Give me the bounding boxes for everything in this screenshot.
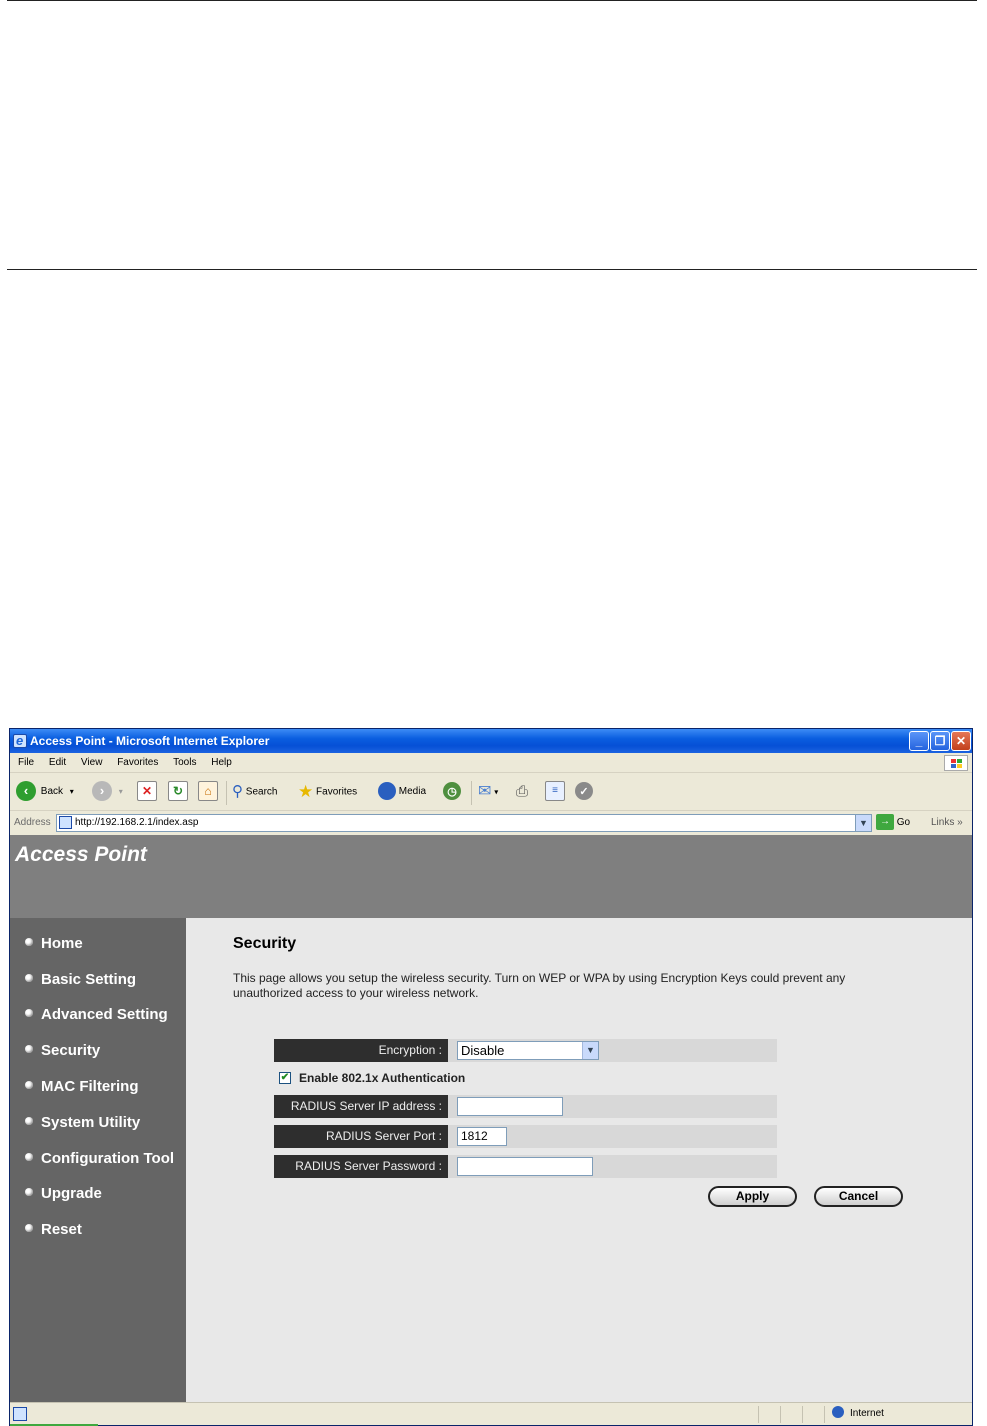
sidebar-item-label: Reset: [41, 1221, 82, 1238]
cancel-button[interactable]: Cancel: [814, 1186, 903, 1207]
maximize-button[interactable]: ❐: [930, 731, 950, 751]
mail-dropdown-icon[interactable]: ▾: [494, 787, 499, 797]
page-top-rule: [7, 0, 977, 1]
radius-ip-row: [274, 1095, 777, 1118]
address-url: http://192.168.2.1/index.asp: [75, 817, 199, 828]
bullet-icon: [25, 1188, 33, 1196]
enable-8021x-checkbox[interactable]: ✔: [280, 1071, 290, 1083]
page-description: This page allows you setup the wireless security. Turn on WEP or WPA by using Encryption Keys could prevent any unauthorized access to your wireless network.: [233, 971, 846, 1000]
bullet-icon: [25, 1081, 33, 1089]
media-button[interactable]: [378, 780, 426, 804]
globe-icon: [832, 1406, 844, 1418]
stop-icon: ✕: [137, 781, 157, 801]
enable-8021x-label: Enable 802.1x Authentication: [299, 1071, 466, 1085]
back-dropdown-icon[interactable]: ▾: [69, 787, 74, 796]
sidebar-item-home[interactable]: [25, 935, 83, 952]
status-bar: [10, 1402, 972, 1425]
apply-button[interactable]: Apply: [708, 1186, 797, 1207]
go-arrow-icon: →: [876, 814, 894, 830]
print-icon: ⎙: [516, 783, 529, 800]
page-title: Security: [233, 935, 297, 952]
favorites-label: Favorites: [316, 786, 358, 798]
page-viewport: [10, 835, 972, 1402]
history-button[interactable]: [443, 780, 461, 804]
main-content: [186, 918, 972, 1402]
security-zone: [832, 1403, 884, 1425]
search-icon: ⚲: [232, 783, 243, 800]
enable-8021x-row: [279, 1071, 465, 1085]
menu-file[interactable]: File: [18, 757, 35, 768]
ie-icon: [13, 734, 27, 748]
encryption-select[interactable]: [457, 1041, 599, 1060]
go-button[interactable]: [876, 814, 910, 832]
address-bar: [10, 812, 972, 834]
sidebar-item-security[interactable]: [25, 1042, 100, 1059]
brand-title: Access Point: [15, 843, 147, 866]
encryption-value: Disable: [461, 1043, 505, 1058]
back-arrow-icon: ‹: [16, 781, 36, 801]
sidebar-item-advanced-setting[interactable]: [25, 1006, 168, 1023]
address-input[interactable]: [56, 814, 872, 832]
print-button[interactable]: [516, 780, 528, 804]
sidebar-item-label: Upgrade: [41, 1185, 102, 1202]
home-icon: ⌂: [198, 781, 218, 801]
sidebar-item-label: MAC Filtering: [41, 1078, 139, 1095]
sidebar-item-reset[interactable]: [25, 1221, 82, 1238]
menu-edit[interactable]: Edit: [48, 757, 67, 768]
forward-arrow-icon: ›: [92, 781, 112, 801]
radius-ip-input[interactable]: [457, 1097, 563, 1116]
toolbar: [10, 774, 972, 811]
status-page-icon: [13, 1407, 27, 1421]
go-label: Go: [896, 817, 911, 828]
mail-icon: ✉: [478, 783, 492, 800]
back-label: Back: [40, 786, 64, 797]
radius-port-label: RADIUS Server Port :: [274, 1125, 448, 1148]
page-header: [10, 835, 972, 918]
menu-help[interactable]: Help: [211, 757, 232, 768]
chevron-down-icon[interactable]: ▼: [582, 1042, 598, 1059]
radius-port-row: [274, 1125, 777, 1148]
radius-port-input[interactable]: 1812: [457, 1127, 507, 1146]
sidebar-item-label: Home: [41, 935, 83, 952]
sidebar-item-label: Advanced Setting: [41, 1006, 168, 1023]
menu-tools[interactable]: Tools: [173, 757, 197, 768]
address-dropdown-icon[interactable]: ▼: [855, 815, 871, 831]
bullet-icon: [25, 1045, 33, 1053]
history-icon: ◷: [443, 782, 461, 800]
toolbar-separator: [471, 781, 472, 805]
favorites-button[interactable]: [298, 780, 357, 804]
page-divider-rule: [7, 269, 977, 270]
sidebar-item-configuration-tool[interactable]: [25, 1150, 174, 1167]
window-title: Access Point - Microsoft Internet Explorer: [30, 734, 270, 748]
forward-button[interactable]: [92, 780, 123, 804]
stop-button[interactable]: [137, 780, 157, 804]
bullet-icon: [25, 1117, 33, 1125]
refresh-icon: ↻: [168, 781, 188, 801]
media-globe-icon: [378, 782, 396, 800]
status-divider: [780, 1406, 781, 1423]
home-button[interactable]: [198, 780, 218, 804]
toolbar-separator: [226, 781, 227, 805]
edit-icon: ≡: [545, 781, 565, 801]
links-button[interactable]: Links »: [931, 817, 963, 828]
sidebar-item-label: Configuration Tool: [41, 1150, 175, 1167]
encryption-row: [274, 1039, 777, 1062]
radius-password-input[interactable]: [457, 1157, 593, 1176]
sidebar-item-upgrade[interactable]: [25, 1185, 102, 1202]
menu-view[interactable]: View: [80, 757, 103, 768]
messenger-button[interactable]: [575, 780, 593, 804]
title-bar[interactable]: [10, 729, 972, 753]
sidebar-item-label: Basic Setting: [41, 971, 137, 988]
minimize-button[interactable]: _: [909, 731, 929, 751]
status-divider: [802, 1406, 803, 1423]
sidebar-item-mac-filtering[interactable]: [25, 1078, 139, 1095]
bullet-icon: [25, 1224, 33, 1232]
radius-password-label: RADIUS Server Password :: [274, 1155, 448, 1178]
radius-ip-label: RADIUS Server IP address :: [274, 1095, 448, 1118]
bullet-icon: [25, 938, 33, 946]
status-divider: [824, 1406, 825, 1423]
radius-password-row: [274, 1155, 777, 1178]
bullet-icon: [25, 974, 33, 982]
sidebar-item-basic-setting[interactable]: [25, 971, 136, 988]
sidebar-item-label: Security: [41, 1042, 101, 1059]
edit-button[interactable]: [545, 780, 565, 804]
close-button[interactable]: ✕: [951, 731, 971, 751]
windows-flag-icon: [944, 755, 968, 771]
messenger-icon: ✓: [575, 782, 593, 800]
encryption-label: Encryption :: [274, 1039, 448, 1062]
media-label: Media: [398, 786, 427, 797]
sidebar-item-system-utility[interactable]: [25, 1114, 140, 1131]
zone-label: Internet: [850, 1408, 884, 1419]
search-button[interactable]: [232, 780, 277, 804]
sidebar-item-label: System Utility: [41, 1114, 141, 1131]
menu-bar: [10, 753, 972, 773]
bullet-icon: [25, 1009, 33, 1017]
forward-dropdown-icon[interactable]: ▾: [118, 787, 123, 796]
mail-button[interactable]: [478, 780, 498, 804]
page-icon: [59, 816, 72, 829]
status-divider: [758, 1406, 759, 1423]
search-label: Search: [245, 786, 278, 798]
browser-window: [9, 728, 973, 1426]
star-icon: ★: [298, 782, 314, 801]
address-label: Address: [14, 817, 51, 828]
refresh-button[interactable]: [168, 780, 188, 804]
menu-favorites[interactable]: Favorites: [117, 757, 159, 768]
back-button[interactable]: [16, 780, 74, 804]
bullet-icon: [25, 1153, 33, 1161]
sidebar: [10, 918, 186, 1402]
